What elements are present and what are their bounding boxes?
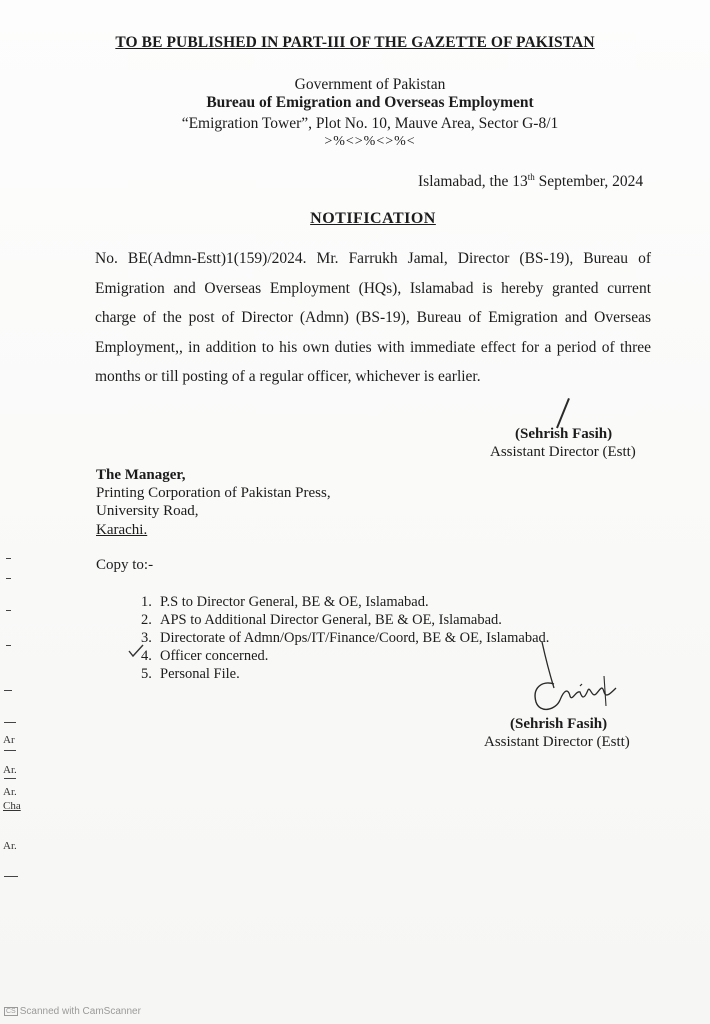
- notification-body: No. BE(Admn-Estt)1(159)/2024. Mr. Farrukh Jamal, Director (BS-19), Bureau of Emigration and Overseas Employment (HQs), Islamabad is hereby granted current charge of the post of Director (Admn) (BS-19), Bureau of Emigration and Overseas Employment,, in addition to his own duties with immediate effect for a period of three months or till posting of a regular officer, whichever is earlier.: [95, 250, 651, 385]
- signatory-name-bottom: (Sehrish Fasih): [510, 716, 608, 732]
- margin-fragment: Cha: [3, 800, 21, 812]
- margin-fragment: Ar.: [3, 764, 17, 776]
- copy-item-text: Officer concerned.: [160, 648, 269, 664]
- date-rest: September, 2024: [534, 173, 644, 191]
- copy-to-label: Copy to:-: [96, 557, 154, 573]
- government-name: Government of Pakistan: [294, 76, 446, 93]
- copy-item-number: 5.: [141, 666, 152, 682]
- scanner-watermark: [4, 1006, 141, 1017]
- notification-heading: NOTIFICATION: [310, 210, 436, 227]
- copy-item-number: 4.: [141, 648, 152, 664]
- date-suffix: th: [527, 172, 535, 182]
- initial-mark: [556, 398, 570, 428]
- copy-item-number: 2.: [141, 612, 152, 628]
- addressee-title: The Manager,: [96, 467, 186, 483]
- handwritten-signature-icon: [520, 640, 630, 720]
- margin-fragment: Ar.: [3, 786, 17, 798]
- office-address: “Emigration Tower”, Plot No. 10, Mauve Area, Sector G-8/1: [181, 115, 559, 132]
- margin-fragment: Ar.: [3, 840, 17, 852]
- margin-fragment: Ar: [3, 734, 15, 746]
- copy-item-text: Personal File.: [160, 666, 240, 682]
- copy-item-number: 3.: [141, 630, 152, 646]
- watermark-text: Scanned with CamScanner: [19, 1006, 141, 1017]
- copy-item-number: 1.: [141, 594, 152, 610]
- copy-item-text: Directorate of Admn/Ops/IT/Finance/Coord, BE & OE, Islamabad.: [160, 630, 550, 646]
- copy-item-text: APS to Additional Director General, BE & OE, Islamabad.: [160, 612, 502, 628]
- signatory-name-top: (Sehrish Fasih): [515, 426, 613, 442]
- date-prefix: Islamabad, the 13: [418, 173, 528, 191]
- bureau-name: Bureau of Emigration and Overseas Employment: [206, 94, 534, 111]
- camscanner-logo-icon: CS: [6, 1007, 16, 1015]
- addressee-line-1: Printing Corporation of Pakistan Press,: [96, 485, 331, 501]
- issue-date: [418, 172, 643, 191]
- addressee-line-2: University Road,: [96, 503, 199, 519]
- header-ornament: >%<>%<>%<: [324, 134, 416, 149]
- signatory-designation-bottom: Assistant Director (Estt): [484, 734, 630, 750]
- copy-item-text: P.S to Director General, BE & OE, Islamabad.: [160, 594, 429, 610]
- gazette-line: TO BE PUBLISHED IN PART-III OF THE GAZETTE OF PAKISTAN: [115, 34, 595, 51]
- tick-mark-icon: [128, 644, 144, 658]
- signatory-designation-top: Assistant Director (Estt): [490, 444, 636, 460]
- addressee-line-3: Karachi.: [96, 522, 148, 538]
